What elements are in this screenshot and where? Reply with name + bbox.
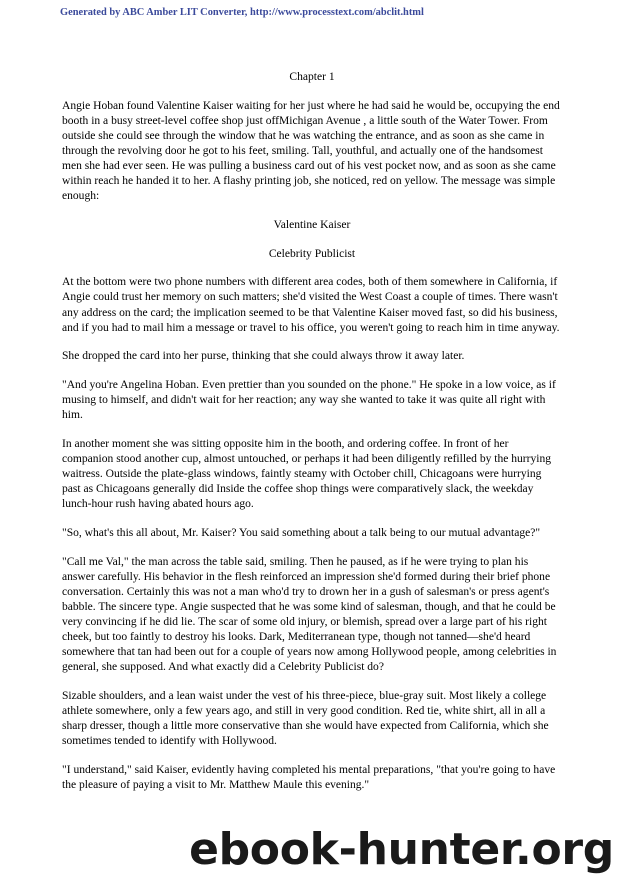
paragraph: "Call me Val," the man across the table said, smiling. Then he paused, as if he were trying to plan his answer carefully. His behavior in the flesh reinforced an impression she'd formed during their brief phone conversation. Certainly this was not a man who'd try to drown her in a gush of salesman's or press agent's babble. The sincere type. Angie suspected that he was some kind of salesman, though, and that he could be very convincing if he did lie. The scar of some old injury, or blemish, spread over a large part of his right cheek, but too faintly to destroy his looks. Dark, Mediterranean type, though not tanned—she'd heard somewhere that tan had been out for a couple of years now among Hollywood people, among celebrities in general, she supposed. And what exactly did a Celebrity Publicist do? bbox=[62, 555, 557, 674]
paragraph: "So, what's this all about, Mr. Kaiser? You said something about a talk being to our mutual advantage?" bbox=[62, 526, 541, 539]
chapter-content bbox=[62, 70, 562, 807]
paragraph: "I understand," said Kaiser, evidently having completed his mental preparations, "that you're going to have the pleasure of paying a visit to Mr. Matthew Maule this evening." bbox=[62, 763, 556, 791]
converter-banner-link[interactable]: Generated by ABC Amber LIT Converter, http://www.processtext.com/abclit.html bbox=[60, 7, 424, 18]
site-watermark: ebook-hunter.org bbox=[189, 824, 614, 875]
business-card-name: Valentine Kaiser bbox=[273, 218, 351, 231]
paragraph-opening: Angie Hoban found Valentine Kaiser waiting for her just where he had said he would be, occupying the end booth in a busy street-level coffee shop just offMichigan Avenue , a little south of the Water Tower. From outside she could see through the window that he was watching the entrance, and as soon as she came in through the revolving door he got to his feet, smiling. Tall, youthful, and actually one of the handsomest men she had ever seen. He was pulling a business card out of his vest pocket now, and as soon as she came within reach he handed it to her. A flashy printing job, she noticed, red on yellow. The message was simple enough: bbox=[62, 99, 560, 203]
paragraph: Sizable shoulders, and a lean waist under the vest of his three-piece, blue-gray suit. Most likely a college athlete somewhere, only a few years ago, and still in very good condition. Red tie, white shirt, all in all a sharp dresser, though a little more conservative than she would have expected from California, which she sometimes tended to identify with Hollywood. bbox=[62, 689, 549, 748]
paragraph: In another moment she was sitting opposite him in the booth, and ordering coffee. In front of her companion stood another cup, almost untouched, or perhaps it had been diligently refilled by the hurrying waitress. Outside the plate-glass windows, faintly steamy with October chill, Chicagoans were hurrying past as Chicagoans generally did Inside the coffee shop things were comparatively slack, the weekday lunch-hour rush having abated hours ago. bbox=[62, 437, 552, 511]
business-card-title: Celebrity Publicist bbox=[268, 247, 356, 260]
chapter-title: Chapter 1 bbox=[289, 71, 335, 83]
paragraph: She dropped the card into her purse, thinking that she could always throw it away later. bbox=[62, 350, 465, 363]
paragraph: "And you're Angelina Hoban. Even prettier than you sounded on the phone." He spoke in a low voice, as if musing to himself, and didn't wait for her reaction; any way she wanted to take it was quite all right with him. bbox=[62, 378, 556, 422]
paragraph: At the bottom were two phone numbers with different area codes, both of them somewhere in California, if Angie could trust her memory on such matters; she'd visited the West Coast a couple of times. There wasn't any address on the card; the implication seemed to be that Valentine Kaiser moved fast, so did his business, and if you had to mail him a message or travel to his office, you weren't going to reach him in time anyway. bbox=[62, 276, 560, 334]
